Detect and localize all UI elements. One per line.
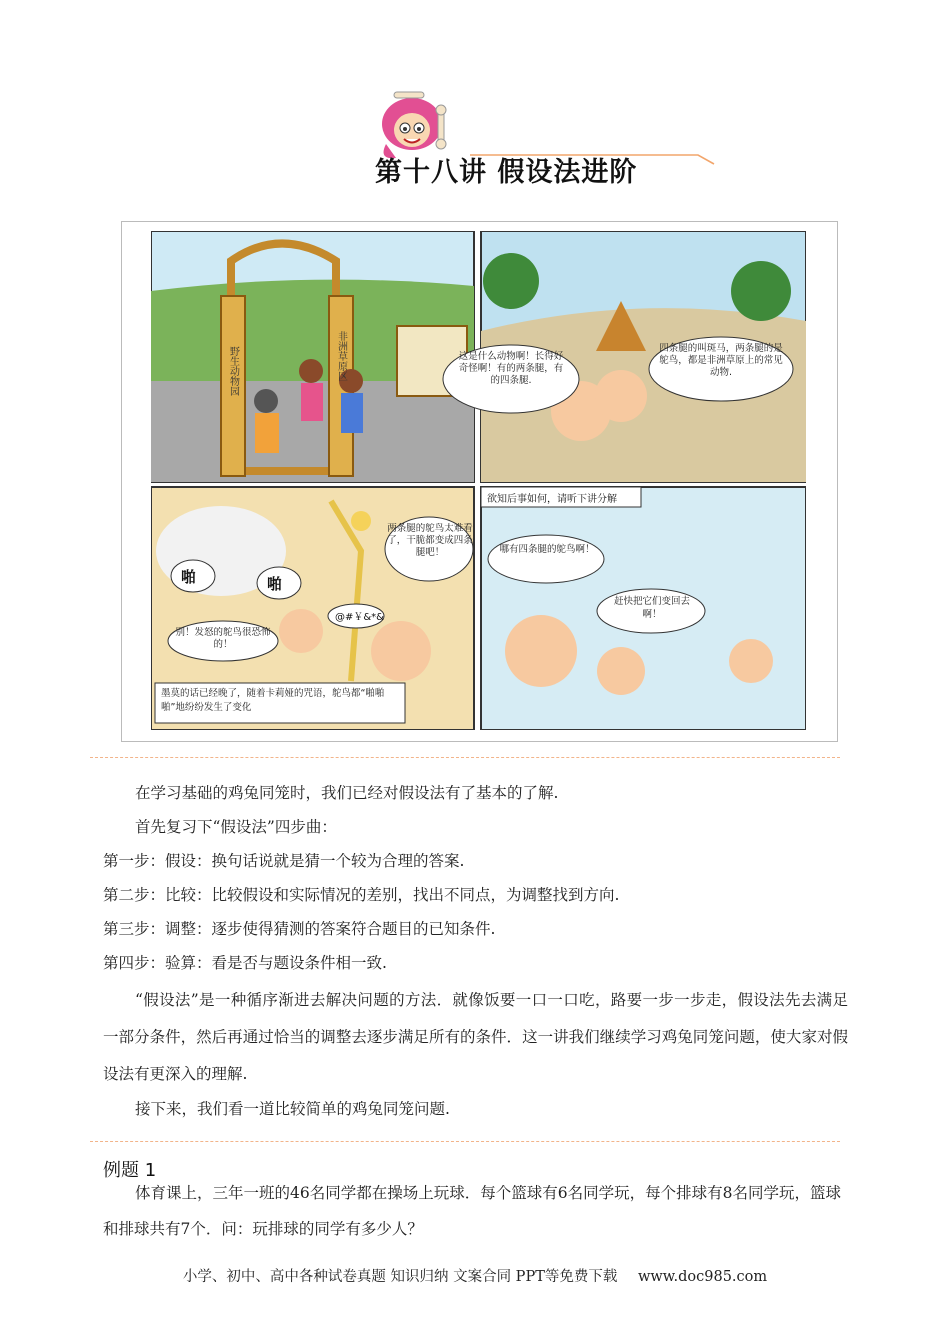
sound-effect-pa-2: 啪 — [267, 575, 283, 593]
intro-paragraph-3: “假设法”是一种循序渐进去解决问题的方法．就像饭要一口一口吃，路要一步一步走，假设法先去满足一部分条件，然后再通过恰当的调整去逐步满足所有的条件．这一讲我们继续学习鸡兔同笼问题，使大家对假设法有更深入的理解. — [103, 991, 848, 1083]
comic-panel-4 — [481, 487, 806, 730]
example-text: 体育课上，三年一班的46名同学都在操场上玩球．每个篮球有6名同学玩，每个排球有8名同学玩，篮球和排球共有7个．问：玩排球的同学有多少人？ — [103, 1184, 841, 1238]
footer — [0, 1265, 950, 1286]
comic-illustration — [151, 231, 806, 730]
speech-bubble-change-back: 赶快把它们变回去啊！ — [613, 596, 690, 620]
divider-top — [90, 757, 840, 758]
comic-caption-transform: 墨莫的话已经晚了，随着卡莉娅的咒语，鸵鸟都“啪啪啪”地纷纷发生了变化 — [161, 688, 385, 713]
divider-example — [90, 1141, 840, 1142]
comic-caption-next: 欲知后事如何，请听下讲分解 — [487, 494, 617, 505]
sign-africa-savanna: 非洲草原区 — [335, 331, 347, 381]
speech-bubble-dont: 别！发怒的鸵鸟很恐怖的！ — [175, 627, 271, 650]
intro-paragraph-2: 首先复习下“假设法”四步曲： — [135, 818, 337, 836]
comic-panel-1 — [151, 231, 474, 482]
comic-panel-3 — [151, 487, 474, 730]
example-title: 例题 1 — [103, 1160, 157, 1181]
speech-bubble-symbols: @#￥&*& — [335, 612, 384, 623]
step-3: 第三步：调整：逐步使得猜测的答案符合题目的已知条件. — [103, 920, 496, 938]
sign-wildlife-park: 野生动物园 — [227, 346, 239, 396]
intro-paragraph-4: 接下来，我们看一道比较简单的鸡兔同笼问题. — [135, 1100, 450, 1118]
intro-paragraph-1: 在学习基础的鸡兔同笼时，我们已经对假设法有了基本的了解. — [135, 784, 559, 802]
speech-bubble-four-legged-ostrich: 哪有四条腿的鸵鸟啊！ — [499, 544, 595, 555]
speech-bubble-zebra-ostrich: 四条腿的叫斑马，两条腿的是鸵鸟，都是非洲草原上的常见动物. — [659, 343, 783, 378]
step-2: 第二步：比较：比较假设和实际情况的差别，找出不同点，为调整找到方向. — [103, 886, 620, 904]
step-1: 第一步：假设：换句话说就是猜一个较为合理的答案. — [103, 852, 465, 870]
title-underline — [470, 153, 716, 165]
step-4: 第四步：验算：看是否与题设条件相一致. — [103, 954, 387, 972]
speech-bubble-what-animal: 这是什么动物啊！长得好奇怪啊！有的两条腿，有的四条腿. — [458, 351, 564, 386]
page-title: 第十八讲 假设法进阶 — [375, 157, 638, 188]
footer-text: 小学、初中、高中各种试卷真题 知识归纳 文案合同 PPT等免费下载 — [182, 1269, 618, 1285]
speech-bubble-four-legs: 两条腿的鸵鸟太难看了，干脆都变成四条腿吧！ — [387, 523, 473, 558]
sound-effect-pa-1: 啪 — [181, 568, 197, 586]
comic-panel-2 — [443, 231, 806, 482]
footer-url[interactable]: www.doc985.com — [637, 1269, 768, 1285]
